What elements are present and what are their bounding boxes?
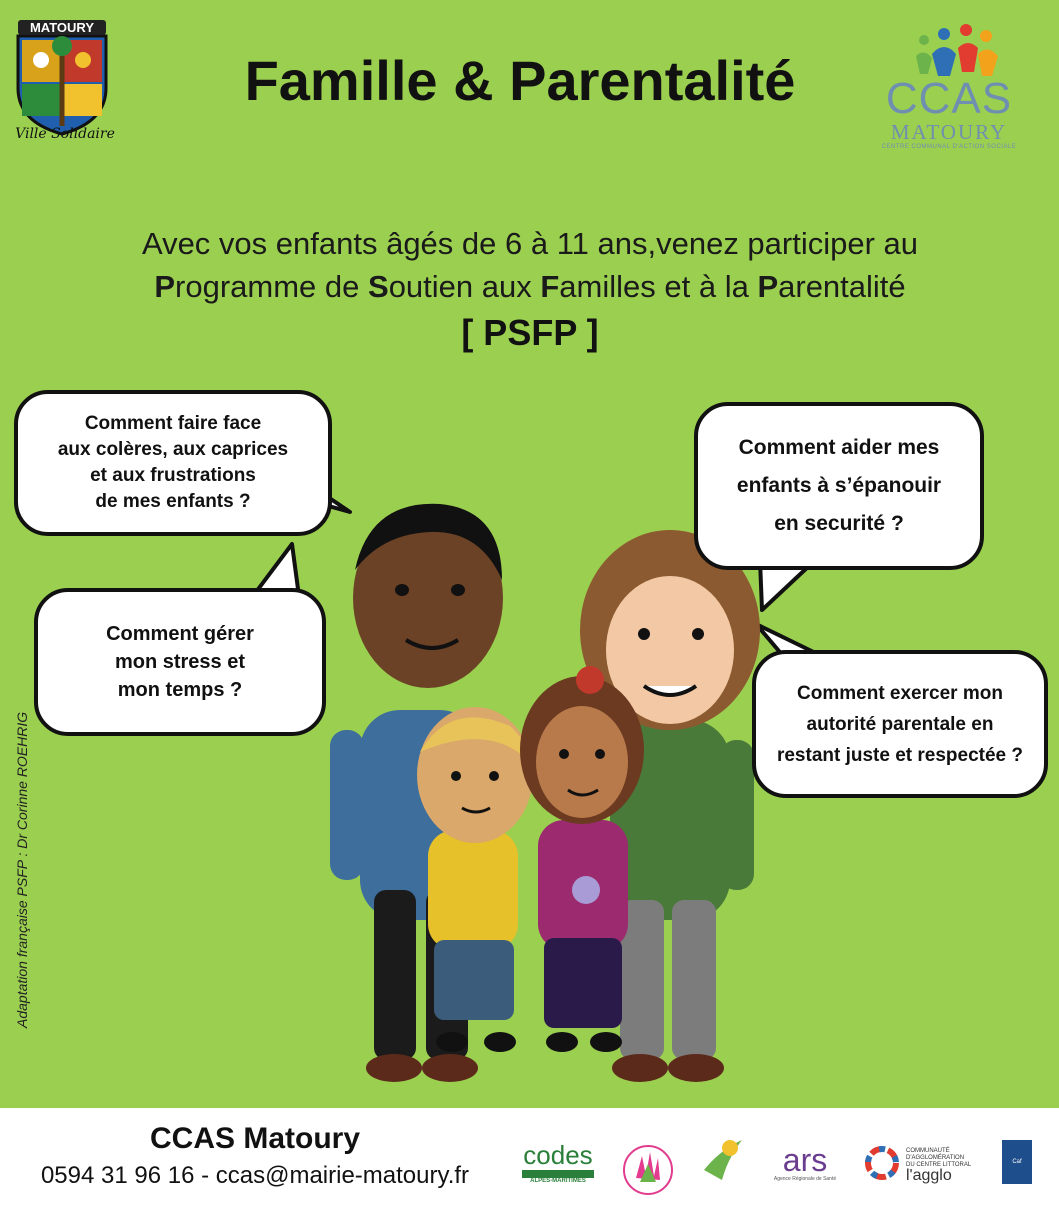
program-acronym: [ PSFP ] xyxy=(461,312,599,353)
page-title: Famille & Parentalité xyxy=(244,49,796,112)
question-bubble-thrive: Comment aider mes enfants à s’épanouir en securité ? xyxy=(694,402,984,570)
agglo-ring-icon xyxy=(862,1143,902,1183)
intro-line-2: Programme de Soutien aux Familles et à la Parentalité xyxy=(154,269,906,304)
credit-text: Adaptation française PSFP : Dr Corinne ROEHRIG xyxy=(14,711,30,1028)
codes-logo: codes ALPES-MARITIMES xyxy=(523,1140,593,1184)
question-bubble-stress: Comment gérer mon stress et mon temps ? xyxy=(34,588,326,736)
crest-motto: Ville Solidaire xyxy=(15,126,115,142)
ccas-logo-sub: MATOURY xyxy=(890,120,1008,144)
family-illustration xyxy=(310,490,760,1090)
question-bubble-authority: Comment exercer mon autorité parentale en restant juste et respectée ? xyxy=(752,650,1048,798)
question-bubble-anger: Comment faire face aux colères, aux caprices et aux frustrations de mes enfants ? xyxy=(14,390,332,536)
intro-line-1: Avec vos enfants âgés de 6 à 11 ans,venez participer au xyxy=(141,226,919,261)
agglo-logo: COMMUNAUTÉ D'AGGLOMÉRATION DU CENTRE LITTORAL l'agglo xyxy=(858,1138,978,1188)
intro-text xyxy=(20,222,1040,308)
footer-org-name: CCAS Matoury xyxy=(149,1122,360,1155)
gps-logo xyxy=(700,1134,746,1184)
ccas-logo-text: CCAS xyxy=(885,74,1013,123)
caf-logo: Caf xyxy=(1002,1140,1032,1184)
tangerine-hands-logo xyxy=(618,1138,678,1196)
crest-name: MATOURY xyxy=(18,20,106,35)
ccas-logo-tag: CENTRE COMMUNAL D'ACTION SOCIALE xyxy=(881,144,1017,150)
footer-contact: 0594 31 96 16 - ccas@mairie-matoury.fr xyxy=(40,1162,470,1189)
ars-logo: ars Agence Régionale de Santé xyxy=(773,1142,837,1182)
